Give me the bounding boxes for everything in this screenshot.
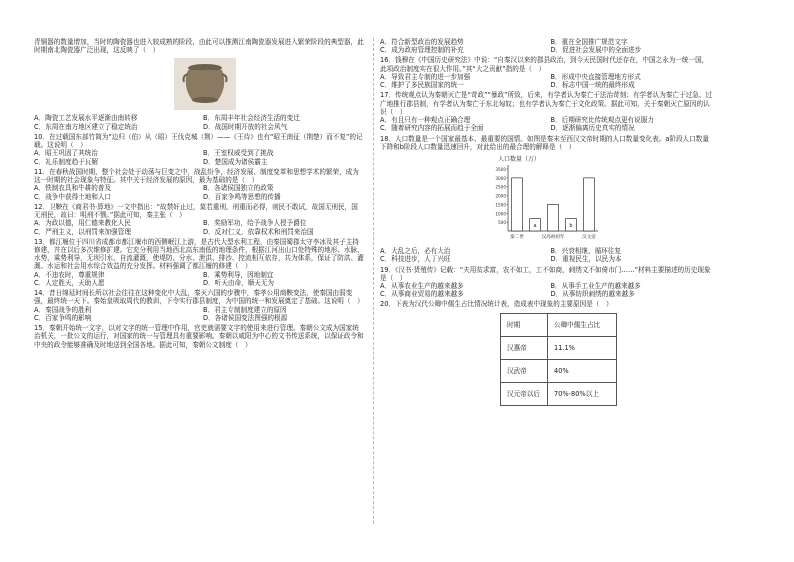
q9-option-a: A．陶瓷工艺发展水平逐渐由南转移 xyxy=(34,114,138,123)
q18-option-b: B．兴衰相继，循环往复 xyxy=(550,247,621,256)
q13-option-b: B．乘势利导，因地制宜 xyxy=(203,270,274,279)
q12-option-d: D．反对仁义，依靠权术和刑罚来治国 xyxy=(203,227,314,236)
x-tick-label: 秦二世 xyxy=(510,235,524,241)
bar xyxy=(512,178,523,231)
table-cell: 汉惠帝 xyxy=(501,336,548,359)
left-column xyxy=(34,38,364,349)
q11-option-c: C．战争中获得土地和人口 xyxy=(34,192,112,201)
q12-stem: 12．卫鞅在《商君书·算地》一文中指出：“故禁奸止过，莫若重刑，刑重而必得，则民不敢试，故国无刑民，国无刑民，故曰：明刑不戮。”据此可知，秦主张（ ） xyxy=(34,202,358,220)
q17-option-d: D．逐渐偏离历史真实的情况 xyxy=(550,124,635,133)
q11-option-d: D．百家争鸣等思想的传播 xyxy=(203,192,281,201)
q19-option-a: A．从事农业生产的越来越多 xyxy=(380,281,464,290)
q16-option-a: A．导致君主专制的进一步加强 xyxy=(380,72,471,81)
q17-option-c: C．随着研究内容的拓展而趋于全面 xyxy=(380,124,484,133)
q14-option-a: A．秦国战争的胜利 xyxy=(34,305,92,314)
table-row xyxy=(501,336,617,359)
table-row xyxy=(501,359,617,382)
q17-stem: 17．传统观点认为秦朝灭亡是“苛政”“暴政”所致，后来，有学者认为秦亡于法治苛刻；有学者认为秦亡于过急、过广地推行郡县制，有学者认为秦亡于东北匈奴；也有学者认为秦亡于文化政策。据此可知，关于秦朝灭亡原因的认识（ ） xyxy=(380,91,712,116)
table-header-cell: 公卿中儒生占比 xyxy=(548,313,617,336)
bar xyxy=(584,178,595,231)
q13-option-c: C．人定胜天，天助人愿 xyxy=(34,278,105,287)
q10-stem: 10．在过载国东部竹简为“边归（伯）从（昭）王伐克城（荆）——《王待》也有“昭王南征（荆楚）而不复”的记载。这说明（ ） xyxy=(34,132,363,150)
q12-option-b: B．奖励军功，给予战争人授予爵位 xyxy=(203,219,307,228)
bar-label: b xyxy=(569,222,573,229)
q13-option-a: A．不违农时，尊重规律 xyxy=(34,270,105,279)
q19-option-b: B．从事手工业生产的越来越多 xyxy=(550,281,641,290)
bronze-pot-image xyxy=(174,58,236,110)
q18-stem: 18．人口数量是一个国家最基本、最重要的国情。如图是秦末至西汉文帝时期的人口数量变化表。a阶段人口数量下降和b阶段人口数量迅速回升，对此给出的最合理的解释是（ ） xyxy=(380,134,709,151)
q11-stem: 11．在春秋战国时期，整个社会处于动荡与巨变之中，战乱纷争，经济发展、制度变革和思想学术的繁荣，成为这一时期的社会现象与特征。其中关于经济发展的原因，最为基础的是（ ） xyxy=(34,167,359,185)
q11-option-a: A．铁制农具和牛耕的普及 xyxy=(34,184,112,193)
y-tick-label: 2000 xyxy=(495,193,506,199)
q16-stem: 16．钱穆在《中国历史研究法》中说：“自秦汉以来的郡县政治，到今天民国时代还存在，中国之永为一统一国，此项政治制度实在很大作用。”其“大之贡献”指的是（ ） xyxy=(380,56,709,73)
q16-option-d: D．标志中国一统的最终形成 xyxy=(550,81,635,90)
q9-option-d: D．战国时期开放的社会风气 xyxy=(203,122,288,131)
y-tick-label: 1500 xyxy=(495,202,506,208)
q15-option-c: C．成为政府管理控制的补充 xyxy=(380,46,464,55)
right-column xyxy=(380,38,713,406)
y-tick-label: 3500 xyxy=(495,167,506,173)
table-header-cell: 时期 xyxy=(501,313,548,336)
table-cell: 汉元帝以后 xyxy=(501,382,548,405)
table-header-row xyxy=(501,313,617,336)
table-cell: 70%-80%以上 xyxy=(548,382,617,405)
q15-stem: 15．秦朝开始统一文字，以对文字的统一管理中作用，官吏就需要文字的使用来进行管理。秦朝公文成为国家统治机关，一批公文的运行，对国家的统一与管理具有重要影响。秦朝以咸阳为中心的文书传送系统，以保证政令和中央的政令能够准确及时地送到全国各地。据此可知，秦朝公文制度（ ） xyxy=(34,324,364,349)
x-tick-label: 汉文帝 xyxy=(582,235,596,241)
y-tick-label: 500 xyxy=(498,220,506,226)
q9-option-c: C．东周在南方地区建立了稳定统治 xyxy=(34,122,138,131)
q13-option-d: D．听天由命，顺天无为 xyxy=(203,278,275,287)
q19-stem: 19．《汉书·货殖传》记载：“夫用贫求富，农不如工，工不如商，刺绣文不如倚市门……”材料主要描述的历史现象是（ ） xyxy=(380,265,711,282)
q12-option-c: C．严刑主义，以刑罚来加强管理 xyxy=(34,227,131,236)
q9-option-b: B．东周丰年社会经济生活的变迁 xyxy=(203,114,300,123)
bar-label: a xyxy=(533,222,537,229)
x-tick-label: 汉高祖初年 xyxy=(541,235,565,241)
q13-stem: 13．都江堰位于四川省成都市都江堰市的西侧岷江上游，是古代大型水利工程，由秦国蜀郡太守李冰及其子主持修建，并在以后多次维修扩建。它充分利用当地西北高东南低的地理条件，根据江河出山口处特殊的地形、水脉、水势，乘势利导，无坝引水，自流灌溉，使堤防、分水、泄洪、排沙、控流相互依存，共为体系，保证了防洪、灌溉、水运和社会用水综合效益的充分发挥。材料强调了都江堰的修建（ ） xyxy=(34,237,364,271)
q10-option-c: C．礼乐制度趋于瓦解 xyxy=(34,157,98,166)
q12-option-a: A．为政以德，用仁德来教化人民 xyxy=(34,219,131,228)
q17-option-b: B．后期研究比传统观点更有说服力 xyxy=(550,116,654,125)
q19-option-d: D．从事纺织刺绣的越来越多 xyxy=(550,290,635,299)
table-cell: 汉武帝 xyxy=(501,359,548,382)
q11-option-b: B．各诸侯国独立的政策 xyxy=(203,184,274,193)
q9-stem: 青铜器的数量增加，当时的陶瓷器也进入较成熟的阶段，由此可以推测江南陶瓷器发展进入繁荣阶段的典型器，此时期南北陶瓷器广泛出现，这反映了（ ） xyxy=(34,38,364,55)
q17-option-a: A．有且只有一种观点正确合理 xyxy=(380,116,471,125)
q16-option-c: C．维护了多民族国家的统一 xyxy=(380,81,464,90)
y-tick-label: 1000 xyxy=(495,211,506,217)
q10-option-b: B．王室权威受到了挑战 xyxy=(203,149,274,158)
q14-option-d: D．各诸侯国变法图强的根源 xyxy=(203,313,288,322)
q18-option-d: D．重视民生，以民为本 xyxy=(550,255,622,264)
table-row xyxy=(501,382,617,405)
q15-option-b: B．重在全国推广规范文字 xyxy=(550,38,628,46)
q14-option-c: C．百家争鸣的影响 xyxy=(34,313,92,322)
q18-option-a: A．大乱之后，必有大治 xyxy=(380,247,451,256)
y-tick-label: 2500 xyxy=(495,184,506,190)
population-chart xyxy=(484,153,604,245)
q18-option-c: C．科技进步，人丁兴旺 xyxy=(380,255,451,264)
confucian-ratio-table xyxy=(500,313,617,406)
q16-option-b: B．形成中央直接管理地方形式 xyxy=(550,72,641,81)
table-cell: 40% xyxy=(548,359,617,382)
q19-option-c: C．从事商业贸易的越来越多 xyxy=(380,290,464,299)
q15-option-d: D．促进社会发展中的全面进步 xyxy=(550,46,642,55)
q10-option-a: A．昭王巩固了其统治 xyxy=(34,149,98,158)
table-cell: 11.1% xyxy=(548,336,617,359)
column-divider xyxy=(373,38,374,524)
q15-option-a: A．符合新型政治的发展趋势 xyxy=(380,38,464,46)
y-tick-label: 3000 xyxy=(495,175,506,181)
q14-stem: 14．昔日绵延时间长所以社会往往在这种变化中大乱，秦灭六国的步骤中，秦孝公用商鞅变法，使秦国由弱变强，最终统一天下。秦始皇吸取周代的教训，下令实行郡县制度，为中国的统一和发展奠定了基础。这说明（ ） xyxy=(34,289,364,306)
q10-option-d: D．楚国成为诸侯霸主 xyxy=(203,157,268,166)
bar xyxy=(548,204,559,231)
chart-title: 人口数量（万） xyxy=(498,156,541,164)
q14-option-b: B．君主专制制度建立的原因 xyxy=(203,305,287,314)
q20-stem: 20．下表为汉代公卿中儒生占比情况统计表，造成表中现象的主要原因是（ ） xyxy=(380,300,613,309)
